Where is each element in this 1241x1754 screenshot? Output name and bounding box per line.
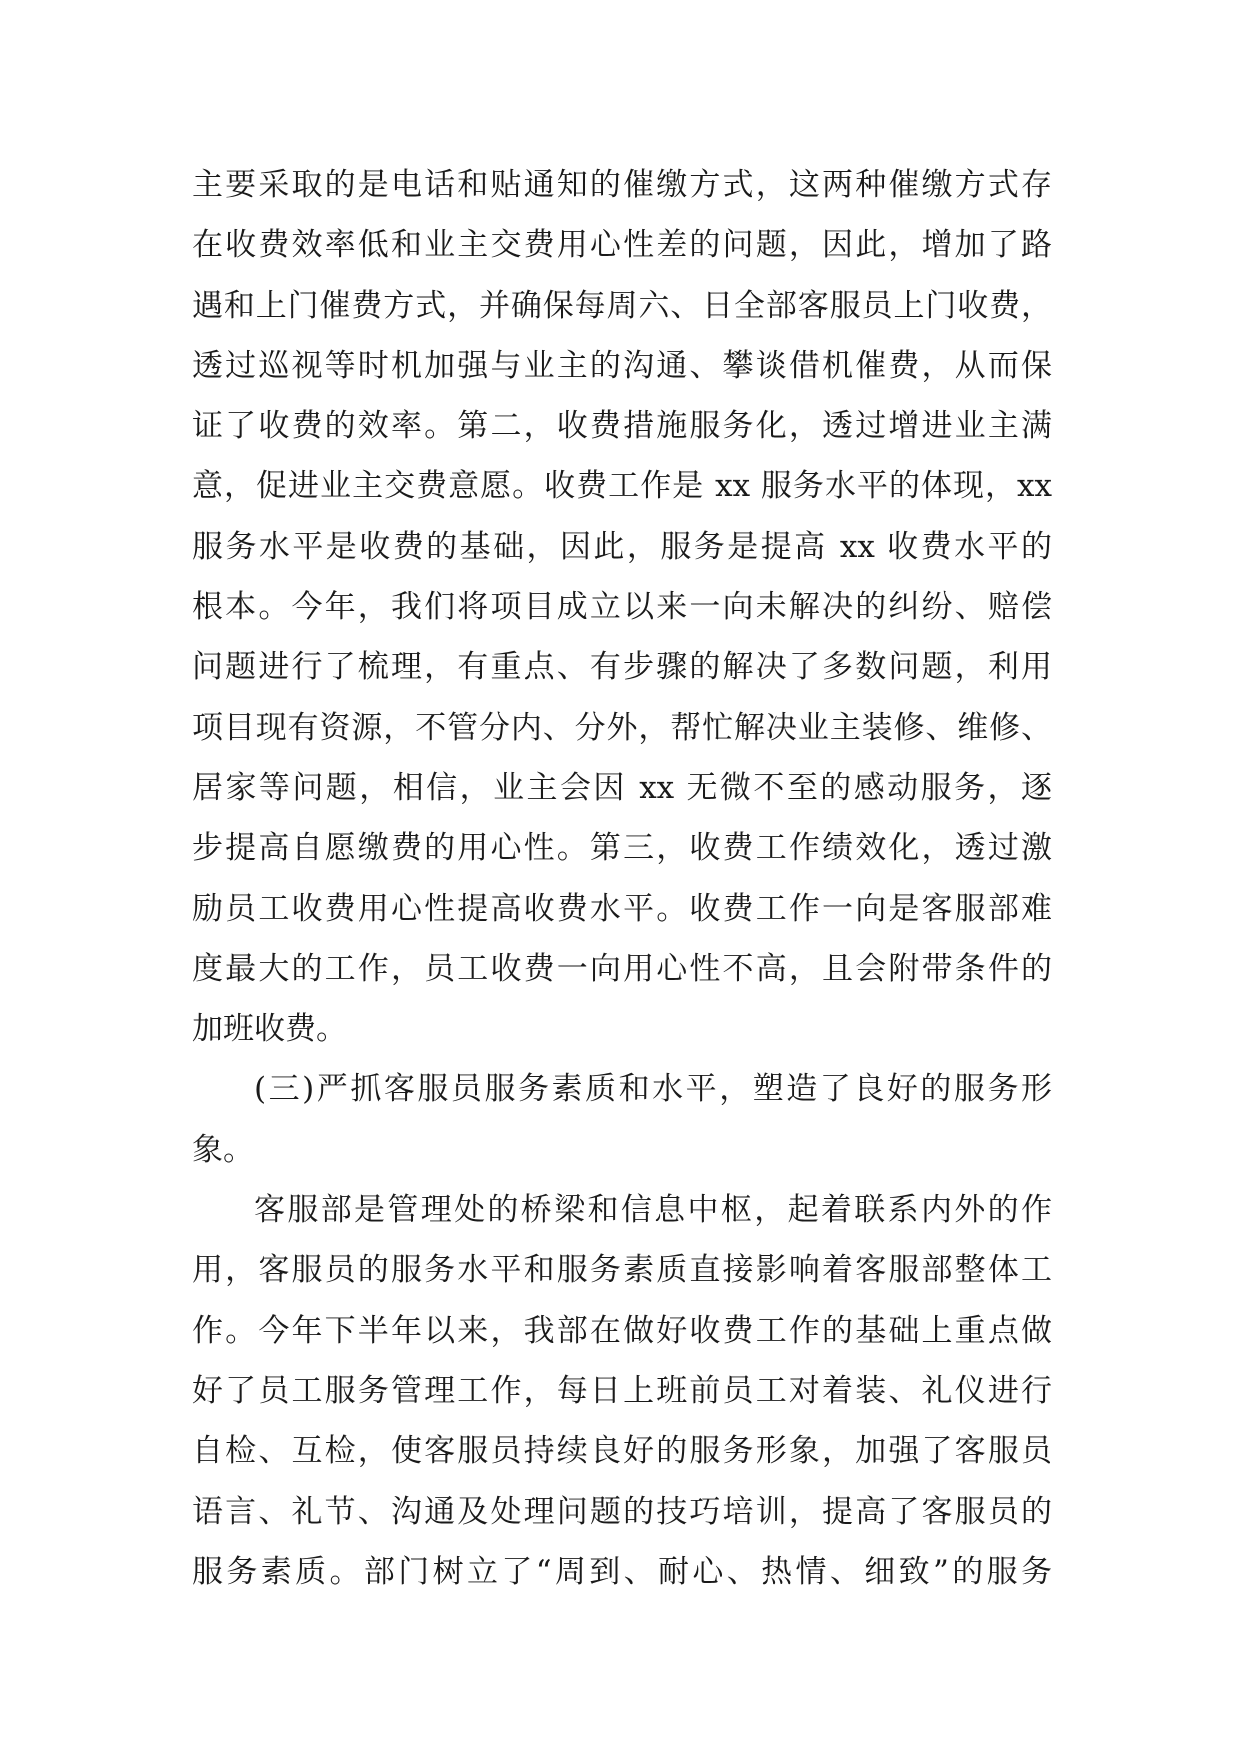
section-heading: 象。 (192, 1131, 254, 1168)
text-line: 自检、互检，使客服员持续良好的服务形象，加强了客服员 (192, 1433, 1052, 1470)
text-line: 步提高自愿缴费的用心性。第三，收费工作绩效化，透过激 (192, 830, 1052, 867)
text-line: 语言、礼节、沟通及处理问题的技巧培训，提高了客服员的 (192, 1493, 1052, 1530)
text-line: 在收费效率低和业主交费用心性差的问题，因此，增加了路 (192, 227, 1052, 264)
text-line: 证了收费的效率。第二，收费措施服务化，透过增进业主满 (192, 408, 1052, 445)
text-line: 主要采取的是电话和贴通知的催缴方式，这两种催缴方式存 (192, 167, 1052, 203)
text-line: 居家等问题，相信，业主会因 xx 无微不至的感动服务，逐 (192, 769, 1052, 806)
text-line: 励员工收费用心性提高收费水平。收费工作一向是客服部难 (192, 890, 1052, 927)
text-line: 服务素质。部门树立了“周到、耐心、热情、细致”的服务 (192, 1553, 1052, 1590)
text-line: 遇和上门催费方式，并确保每周六、日全部客服员上门收费， (192, 287, 1052, 324)
text-line: 问题进行了梳理，有重点、有步骤的解决了多数问题，利用 (192, 649, 1052, 686)
text-line: 作。今年下半年以来，我部在做好收费工作的基础上重点做 (192, 1312, 1052, 1349)
text-line: 服务水平是收费的基础，因此，服务是提高 xx 收费水平的 (192, 528, 1052, 565)
text-line: 度最大的工作，员工收费一向用心性不高，且会附带条件的 (192, 950, 1052, 987)
body-text (192, 155, 1052, 1602)
text-line: 客服部是管理处的桥梁和信息中枢，起着联系内外的作 (254, 1192, 1052, 1229)
text-line: 用，客服员的服务水平和服务素质直接影响着客服部整体工 (192, 1252, 1052, 1289)
text-line: 加班收费。 (192, 1011, 347, 1048)
text-line: 好了员工服务管理工作，每日上班前员工对着装、礼仪进行 (192, 1372, 1052, 1409)
text-line: 根本。今年，我们将项目成立以来一向未解决的纠纷、赔偿 (192, 589, 1052, 626)
text-line: 透过巡视等时机加强与业主的沟通、攀谈借机催费，从而保 (192, 347, 1052, 384)
section-heading: (三)严抓客服员服务素质和水平，塑造了良好的服务形 (254, 1071, 1052, 1108)
text-line: 意，促进业主交费意愿。收费工作是 xx 服务水平的体现，xx (192, 468, 1052, 505)
text-line: 项目现有资源，不管分内、分外，帮忙解决业主装修、维修、 (192, 709, 1052, 746)
